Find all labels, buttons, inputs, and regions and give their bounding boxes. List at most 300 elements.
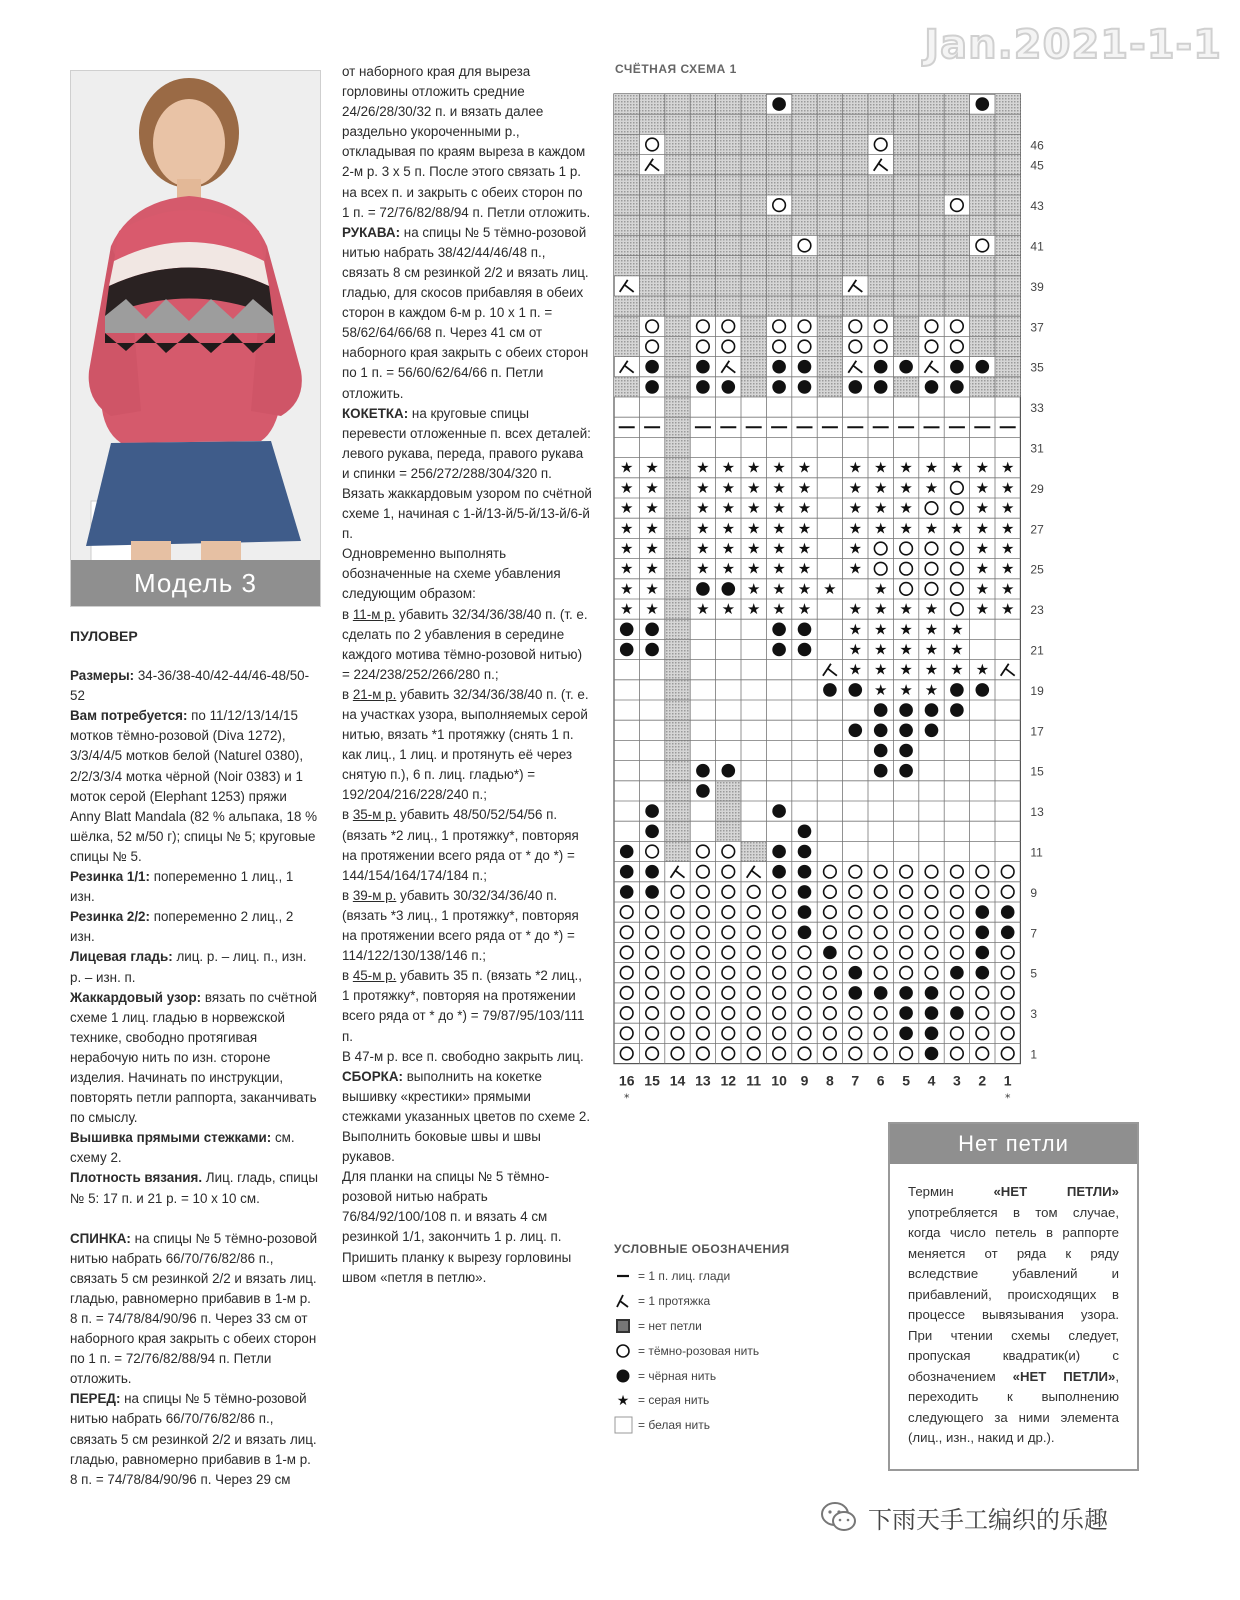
pink-stitch (722, 946, 735, 959)
black-stitch (772, 623, 786, 637)
pink-stitch (976, 865, 989, 878)
pink-stitch (722, 320, 735, 333)
footer-credit (820, 1497, 1108, 1537)
column-label: 12 (720, 1072, 737, 1089)
pink-stitch (697, 340, 710, 353)
row45-label: 45-м р. (352, 968, 397, 984)
black-stitch (976, 926, 990, 940)
pink-stitch (824, 865, 837, 878)
black-stitch (798, 360, 812, 374)
pink-stitch (646, 906, 659, 919)
gray-stitch: ★ (848, 620, 863, 639)
stst-label: Лицевая гладь: (70, 949, 173, 965)
pink-stitch (620, 1047, 633, 1060)
no-stitch-cell (665, 296, 690, 316)
no-stitch-cell (817, 215, 842, 235)
gray-stitch: ★ (873, 458, 888, 477)
no-stitch-cell (868, 175, 893, 195)
box-text-post: , переходить к выполнению следующего за ними элемента (лиц., изн., накид и др.). (908, 1368, 1119, 1445)
gray-stitch: ★ (924, 660, 939, 679)
no-stitch-cell (716, 801, 741, 821)
no-stitch-cell (741, 114, 766, 134)
pink-stitch (722, 966, 735, 979)
pink-stitch (1001, 1047, 1014, 1060)
gray-stitch: ★ (645, 579, 659, 598)
black-stitch (620, 865, 634, 879)
row45-prefix: в (342, 968, 353, 984)
black-stitch (645, 825, 659, 839)
pink-stitch (951, 482, 964, 495)
no-stitch-cell (766, 175, 791, 195)
no-stitch-cell (843, 235, 868, 255)
pink-stitch (925, 865, 938, 878)
pink-stitch (722, 1027, 735, 1040)
pink-stitch (951, 1027, 964, 1040)
row39-label: 39-м р. (352, 887, 397, 903)
no-stitch-cell (665, 336, 690, 356)
gray-stitch: ★ (1000, 539, 1015, 558)
pink-stitch (671, 966, 684, 979)
gray-stitch: ★ (873, 620, 888, 639)
no-stitch-cell (893, 235, 918, 255)
pink-stitch (747, 1027, 760, 1040)
no-stitch-cell (893, 336, 918, 356)
black-stitch (798, 380, 812, 394)
gray-stitch: ★ (975, 478, 990, 497)
row-label: 23 (1030, 603, 1044, 618)
box-text-mid: употребляется в том случае, когда число петель в раппорте меняется от ряда к ряду вследствие убавлений и прибавлений, происходящих в процессе вывязывания узора. При чтении схемы следует, пропуская квадратик(и) с обозначением (908, 1204, 1119, 1384)
gray-stitch: ★ (696, 539, 710, 558)
gauge-label: Плотность вязания. (70, 1170, 203, 1186)
gray-stitch: ★ (1000, 559, 1015, 578)
row47-text: В 47-м р. все п. свободно закрыть лиц. (342, 1048, 584, 1064)
black-stitch (899, 703, 913, 717)
no-stitch-cell (665, 761, 690, 781)
pink-stitch (697, 926, 710, 939)
column-star-mark: * (623, 1091, 630, 1105)
no-stitch-cell (665, 801, 690, 821)
legend-item (614, 1388, 854, 1413)
row39-text: убавить 30/32/34/36/40 п. (вязать *3 лиц., 1 протяжку*, повторяя на протяжении всего ряда от * до *) = 114/122/130/138/146 п.; (342, 887, 579, 964)
gray-stitch: ★ (696, 499, 710, 518)
gray-stitch: ★ (950, 660, 964, 679)
rib22-text: попеременно 2 лиц., 2 изн. (70, 909, 294, 945)
legend-item (614, 1413, 854, 1438)
gray-stitch: ★ (619, 499, 634, 518)
no-stitch-cell (665, 175, 690, 195)
black-stitch (620, 623, 634, 637)
pink-stitch (646, 340, 659, 353)
row35-prefix: в (342, 807, 353, 823)
gray-stitch: ★ (848, 499, 863, 518)
assembly-label: СБОРКА: (342, 1068, 403, 1084)
gray-stitch: ★ (696, 519, 710, 538)
pink-stitch (900, 966, 913, 979)
white-symbol-icon (614, 1416, 634, 1434)
gray-stitch: ★ (1000, 499, 1015, 518)
gray-stitch: ★ (721, 499, 736, 518)
no-stitch-cell (665, 599, 690, 619)
gray-stitch: ★ (746, 519, 761, 538)
black-stitch (950, 380, 964, 394)
chart-title: СЧЁТНАЯ СХЕМА 1 (615, 62, 737, 76)
no-stitch-cell (995, 195, 1020, 215)
pink-stitch (747, 906, 760, 919)
pink-stitch (773, 1027, 786, 1040)
pattern-title: ПУЛОВЕР (70, 628, 138, 644)
gray-stitch: ★ (873, 600, 888, 619)
black-stitch (722, 380, 736, 394)
pink-stitch (798, 239, 811, 252)
pink-stitch (646, 987, 659, 1000)
black-stitch (874, 764, 888, 778)
pink-stitch (722, 1007, 735, 1020)
column-label: 2 (978, 1072, 987, 1089)
column-label: 4 (927, 1072, 936, 1089)
pink-stitch (722, 865, 735, 878)
pink-stitch (951, 1047, 964, 1060)
no-stitch-cell (690, 175, 715, 195)
pink-stitch (951, 603, 964, 616)
no-stitch-cell (995, 134, 1020, 154)
no-stitch-cell (970, 276, 995, 296)
pink-stitch (951, 865, 964, 878)
no-stitch-cell (690, 296, 715, 316)
pink-stitch (1001, 966, 1014, 979)
no-stitch-cell (919, 215, 944, 235)
no-stitch-cell (614, 215, 639, 235)
no-stitch-cell (893, 134, 918, 154)
pink-stitch (925, 583, 938, 596)
pink-stitch (798, 1007, 811, 1020)
no-stitch-cell (792, 296, 817, 316)
no-stitch-cell (716, 296, 741, 316)
no-stitch-cell (817, 134, 842, 154)
black-stitch (849, 724, 863, 738)
pink-stitch (824, 926, 837, 939)
pink-stitch (697, 1027, 710, 1040)
row21-prefix: в (342, 686, 353, 702)
pink-stitch (976, 1007, 989, 1020)
black-stitch (976, 683, 990, 697)
row-label: 15 (1030, 764, 1044, 779)
column-label: 8 (826, 1072, 834, 1089)
no-stitch-cell (614, 296, 639, 316)
black-stitch (950, 703, 964, 717)
pink-stitch (951, 199, 964, 212)
no-stitch-cell (919, 296, 944, 316)
black-stitch (722, 582, 736, 596)
column-label: 6 (876, 1072, 885, 1089)
no-stitch-cell (639, 296, 664, 316)
front-continued: от наборного края для выреза горловины отложить средние 24/26/28/30/32 п. и вязать далее раздельно укороченными р., откладывая по краям выреза в каждом 2-м р. 3 х 5 п. После этого связать 1 р. на всех п. и закрыть с обеих сторон по 1 п. = 72/76/82/88/94 п. Петли отложить. (342, 64, 591, 220)
embroidery-text: см. схему 2. (70, 1130, 295, 1166)
pink-stitch (697, 845, 710, 858)
gray-stitch: ★ (950, 620, 964, 639)
pink-stitch (773, 1007, 786, 1020)
pink-stitch (1001, 946, 1014, 959)
black-stitch (849, 683, 863, 697)
row-label: 37 (1030, 320, 1044, 335)
black-stitch (620, 845, 634, 859)
no-stitch-cell (665, 316, 690, 336)
no-stitch-cell (843, 195, 868, 215)
black-stitch (976, 97, 990, 111)
no-stitch-cell (817, 336, 842, 356)
pink-stitch (798, 946, 811, 959)
no-stitch-cell (792, 155, 817, 175)
no-stitch-cell (665, 680, 690, 700)
pink-stitch (646, 966, 659, 979)
pink-stitch (798, 1047, 811, 1060)
gray-stitch: ★ (797, 458, 812, 477)
pink-stitch (824, 1027, 837, 1040)
no-stitch-cell (639, 276, 664, 296)
column-label: 15 (644, 1072, 660, 1089)
pink-stitch (874, 138, 887, 151)
gray-stitch: ★ (746, 458, 761, 477)
gauge-text: Лиц. гладь, спицы № 5: 17 п. и 21 р. = 10 х 10 см. (70, 1170, 318, 1206)
gray-stitch: ★ (899, 458, 913, 477)
gray-stitch: ★ (645, 478, 659, 497)
pink-stitch (874, 906, 887, 919)
gray-stitch: ★ (619, 559, 634, 578)
black-stitch (823, 946, 837, 960)
black-stitch (798, 845, 812, 859)
no-stitch-cell (665, 639, 690, 659)
no-stitch-cell (792, 256, 817, 276)
no-stitch-cell (893, 195, 918, 215)
no-stitch-cell (970, 195, 995, 215)
black-stitch (925, 1006, 939, 1020)
gray-stitch: ★ (721, 559, 736, 578)
gray-stitch: ★ (772, 478, 786, 497)
black-stitch (772, 643, 786, 657)
pink-stitch (671, 926, 684, 939)
no-stitch-cell (843, 215, 868, 235)
no-stitch-cell (690, 134, 715, 154)
no-stitch-cell (690, 276, 715, 296)
pink-stitch (849, 1027, 862, 1040)
no-stitch-cell (716, 175, 741, 195)
legend-item (614, 1363, 854, 1388)
pink-stitch (951, 926, 964, 939)
black-stitch (823, 683, 837, 697)
pink-stitch (697, 320, 710, 333)
no-stitch-cell (665, 397, 690, 417)
black-stitch (899, 986, 913, 1000)
gray-stitch: ★ (797, 600, 812, 619)
row-label: 11 (1030, 845, 1043, 860)
gray-stitch: ★ (924, 478, 939, 497)
gray-stitch: ★ (950, 458, 964, 477)
text-column-1 (70, 626, 318, 1490)
pink-stitch (773, 320, 786, 333)
pink-stitch (620, 1007, 633, 1020)
pink-stitch (620, 926, 633, 939)
no-stitch-cell (690, 215, 715, 235)
gray-stitch: ★ (924, 519, 939, 538)
no-stitch-cell (970, 134, 995, 154)
no-stitch-cell (741, 841, 766, 861)
no-stitch-cell (766, 215, 791, 235)
pink-stitch (671, 946, 684, 959)
pink-stitch (874, 865, 887, 878)
gray-stitch: ★ (797, 559, 812, 578)
no-stitch-cell (817, 94, 842, 114)
no-stitch-cell (665, 478, 690, 498)
no-stitch-cell (665, 660, 690, 680)
pink-stitch (925, 542, 938, 555)
jacquard-text: вязать по счётной схеме 1 лиц. гладью в норвежской технике, свободно протягивая нерабочую нить по изн. стороне изделия. Начинать по инструкции, повторять петли раппорта, заканчивать по смыслу. (70, 989, 318, 1126)
gray-stitch: ★ (645, 458, 659, 477)
black-stitch (874, 360, 888, 374)
gray-stitch: ★ (1000, 519, 1015, 538)
no-stitch-cell (690, 235, 715, 255)
box-term: «НЕТ ПЕТЛИ» (993, 1184, 1119, 1199)
column-label: 1 (1003, 1072, 1012, 1089)
no-stitch-cell (817, 377, 842, 397)
gray-stitch: ★ (873, 680, 888, 699)
no-stitch-cell (665, 821, 690, 841)
simultaneous-text: Одновременно выполнять обозначенные на схеме убавления следующим образом: (342, 546, 561, 602)
no-stitch-cell (995, 235, 1020, 255)
pink-stitch (773, 1047, 786, 1060)
pink-stitch (646, 926, 659, 939)
no-stitch-cell (919, 235, 944, 255)
no-stitch-cell (639, 175, 664, 195)
gray-stitch: ★ (899, 519, 913, 538)
pink-stitch (900, 562, 913, 575)
black-stitch (925, 1027, 939, 1041)
pink-stitch (722, 1047, 735, 1060)
no-stitch-cell (614, 336, 639, 356)
no-stitch-cell (995, 175, 1020, 195)
pink-stitch (951, 320, 964, 333)
no-stitch-cell (995, 155, 1020, 175)
black-stitch (620, 643, 634, 657)
pink-stitch (773, 340, 786, 353)
no-stitch-cell (843, 114, 868, 134)
column-label: 16 (618, 1072, 635, 1089)
no-stitch-cell (995, 316, 1020, 336)
black-stitch (874, 986, 888, 1000)
no-stitch-cell (614, 316, 639, 336)
no-stitch-cell (665, 256, 690, 276)
pink-stitch (773, 199, 786, 212)
no-stitch-cell (766, 296, 791, 316)
pink-stitch (951, 886, 964, 899)
gray-stitch: ★ (873, 660, 888, 679)
no-stitch-cell (843, 94, 868, 114)
black-stitch (925, 380, 939, 394)
pink-stitch (798, 987, 811, 1000)
pink-stitch (697, 946, 710, 959)
no-stitch-cell (893, 155, 918, 175)
pink-stitch (722, 845, 735, 858)
pink-stitch (900, 886, 913, 899)
gray-stitch: ★ (848, 458, 863, 477)
black-stitch (798, 643, 812, 657)
gray-stitch: ★ (873, 579, 888, 598)
column-star-mark: * (1004, 1091, 1011, 1105)
no-stitch-cell (868, 276, 893, 296)
no-stitch-cell (665, 235, 690, 255)
pink-stitch (747, 1047, 760, 1060)
gray-stitch: ★ (696, 478, 710, 497)
row-label: 17 (1030, 724, 1044, 739)
no-stitch-cell (919, 256, 944, 276)
no-stitch-cell (792, 94, 817, 114)
gray-stitch: ★ (924, 640, 939, 659)
black-stitch (874, 703, 888, 717)
pink-stitch (620, 946, 633, 959)
no-stitch-cell (741, 134, 766, 154)
row21-text: убавить 32/34/36/38/40 п. (т. е. на участках узора, выполняемых серой нитью, вязать *1 протяжку (снять 1 п. как лиц., 1 лиц. и протянуть её через снятую п.), 6 п. лиц. гладью*) = 192/204/216/228/240 п.; (342, 686, 589, 803)
pink-stitch (773, 926, 786, 939)
no-stitch-cell (716, 276, 741, 296)
no-stitch-cell (665, 559, 690, 579)
no-stitch-cell (843, 134, 868, 154)
black-stitch (849, 986, 863, 1000)
no-stitch-cell (919, 134, 944, 154)
pink-stitch (849, 320, 862, 333)
gray-stitch: ★ (619, 539, 634, 558)
no-stitch-cell (919, 175, 944, 195)
black-stitch (976, 905, 990, 919)
pink-stitch (722, 906, 735, 919)
black-stitch (696, 764, 710, 778)
gray-stitch: ★ (899, 660, 913, 679)
no-stitch-cell (944, 215, 969, 235)
black-stitch (950, 683, 964, 697)
no-stitch-cell (893, 114, 918, 134)
gray-stitch: ★ (1000, 478, 1015, 497)
gray-stitch: ★ (975, 559, 990, 578)
no-stitch-cell (665, 538, 690, 558)
black-stitch (772, 845, 786, 859)
no-stitch-cell (741, 296, 766, 316)
gray-stitch: ★ (924, 620, 939, 639)
no-stitch-cell (944, 134, 969, 154)
no-stitch-cell (868, 256, 893, 276)
yoke-label: КОКЕТКА: (342, 405, 409, 421)
black-stitch (849, 380, 863, 394)
pink-stitch (874, 946, 887, 959)
stst-text: лиц. р. – лиц. п., изн. р. – изн. п. (70, 949, 307, 985)
no-stitch-cell (665, 781, 690, 801)
no-stitch-cell (995, 336, 1020, 356)
no-stitch-cell (741, 235, 766, 255)
black-stitch (1001, 905, 1015, 919)
pink-stitch (671, 987, 684, 1000)
pink-stitch (620, 906, 633, 919)
black-stitch (645, 623, 659, 637)
no-stitch-cell (614, 195, 639, 215)
pink-stitch (747, 987, 760, 1000)
gray-stitch: ★ (619, 478, 634, 497)
column-label: 3 (953, 1072, 961, 1089)
no-stitch-cell (919, 276, 944, 296)
black-stitch (645, 804, 659, 818)
pink-stitch (976, 886, 989, 899)
no-stitch-cell (766, 276, 791, 296)
no-stitch-cell (970, 175, 995, 195)
no-stitch-cell (716, 94, 741, 114)
no-stitch-cell (944, 235, 969, 255)
pink-stitch (849, 926, 862, 939)
no-stitch-cell (741, 195, 766, 215)
